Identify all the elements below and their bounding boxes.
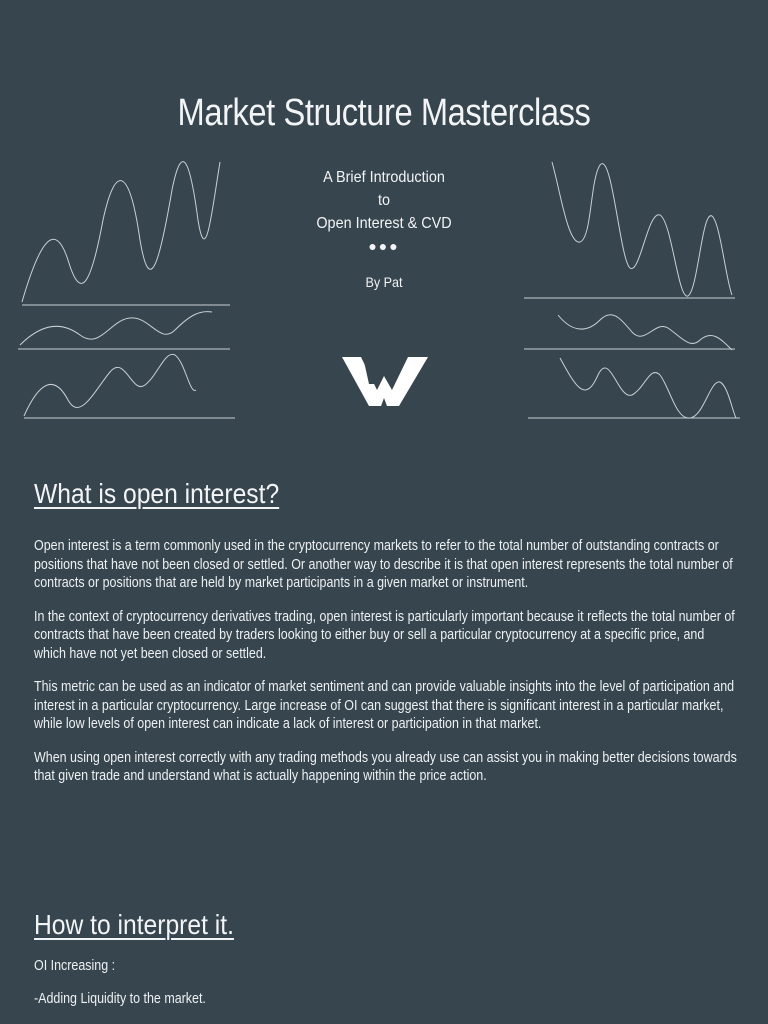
section-heading-open-interest: What is open interest?	[34, 478, 280, 509]
paragraph: In the context of cryptocurrency derivatives trading, open interest is particularly important because it reflects the total number of contracts that have been created by traders looking to either buy or sell a particular cryptocurrency at a specific price, and which have not yet been closed or settled.	[34, 608, 735, 662]
paragraph: Open interest is a term commonly used in the cryptocurrency markets to refer to the total number of outstanding contracts or positions that have not been closed or settled. Or another way to describe it is that open interest represents the total number of contracts or positions that are held by market participants in a given market or instrument.	[34, 538, 733, 591]
section-heading-interpret: How to interpret it.	[34, 909, 234, 940]
section-body-open-interest	[34, 537, 739, 801]
subtitle-line-2: to	[377, 192, 391, 209]
oi-increasing-label: OI Increasing :	[34, 958, 116, 974]
subtitle-line-1: A Brief Introduction	[323, 169, 445, 186]
paragraph: When using open interest correctly with any trading methods you already use can assist you in making better decisions towards that given trade and understand what is actually happening within the price action.	[34, 749, 737, 784]
paragraph: This metric can be used as an indicator of market sentiment and can provide valuable insights into the level of participation and interest in a particular cryptocurrency. Large increase of OI can suggest that there is significant interest in a particular market, while low levels of open interest can indicate a lack of interest or participation in that market.	[34, 679, 735, 732]
section-body-interpret	[34, 958, 378, 1024]
author-byline: By Pat	[365, 274, 403, 290]
oi-increasing-point: -Adding Liquidity to the market.	[34, 991, 206, 1007]
wv-logo-icon	[342, 354, 428, 408]
subtitle-line-3: Open Interest & CVD	[316, 215, 452, 232]
decorative-dots: ●●●	[368, 238, 400, 254]
page-title: Market Structure Masterclass	[177, 92, 591, 134]
